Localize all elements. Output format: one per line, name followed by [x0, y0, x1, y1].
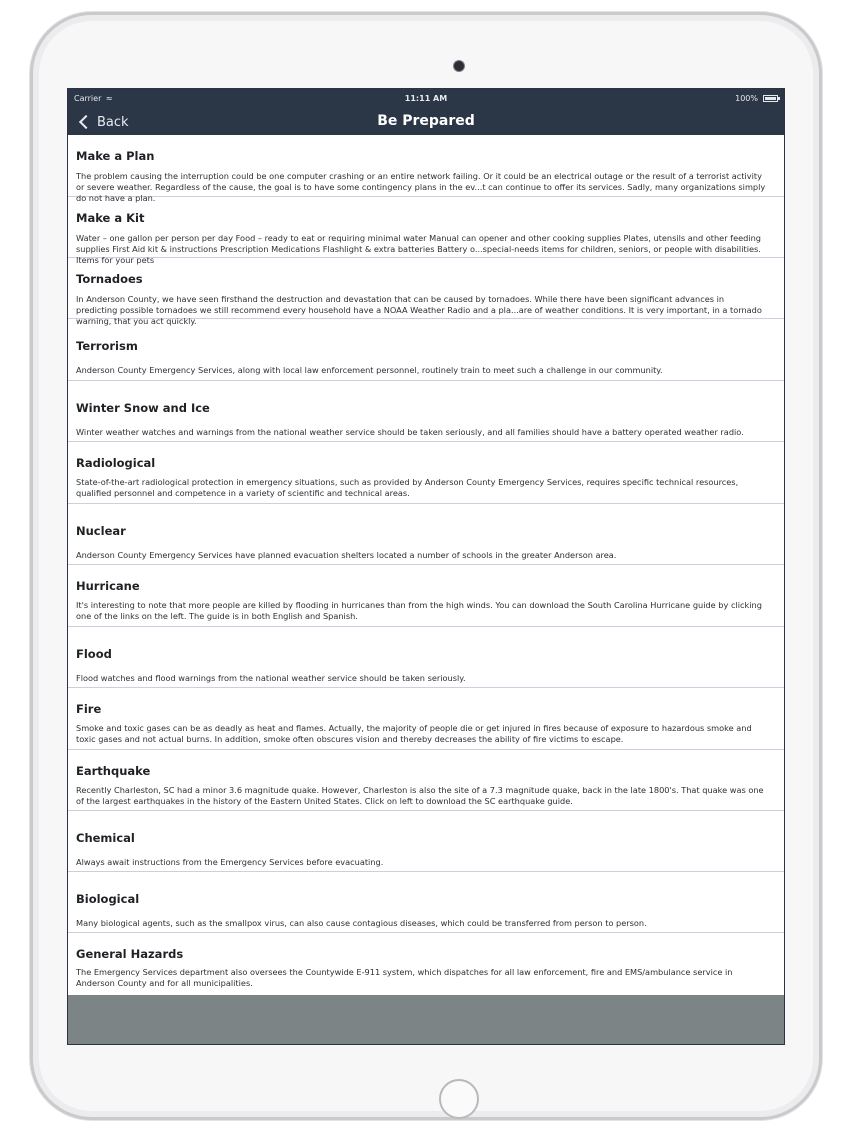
list-item[interactable]	[68, 750, 784, 811]
item-description: Recently Charleston, SC had a minor 3.6 magnitude quake. However, Charleston is also the site of a 7.3 magnitude quake, back in the late 1800's. That quake was one of the largest earthquakes in the history of the Eastern United States. Click on left to download the SC earthquake guide.	[76, 785, 764, 806]
item-description: The Emergency Services department also oversees the Countywide E-911 system, which dispatches for all law enforcement, fire and EMS/ambulance service in Anderson County and for all municipalities.	[76, 967, 733, 988]
list-item[interactable]	[68, 381, 784, 442]
item-title: Tornadoes	[76, 272, 143, 286]
status-bar	[68, 89, 784, 109]
item-title: Winter Snow and Ice	[76, 401, 210, 415]
item-description: Anderson County Emergency Services have planned evacuation shelters located a number of schools in the greater Anderson area.	[76, 550, 617, 560]
item-description: Flood watches and flood warnings from the national weather service should be taken seriously.	[76, 673, 466, 683]
list-item[interactable]	[68, 197, 784, 265]
page-title: Be Prepared	[377, 113, 475, 129]
item-title: Nuclear	[76, 524, 126, 538]
item-title: Radiological	[76, 456, 156, 470]
item-title: General Hazards	[76, 947, 184, 961]
battery-icon	[763, 95, 778, 102]
item-description: Smoke and toxic gases can be as deadly as heat and flames. Actually, the majority of people die or get injured in fires because of exposure to hazardous smoke and toxic gases and not actual burns. In addition, smoke often obscures vision and thereby decreases the ability of fire victims to escape.	[76, 723, 752, 744]
item-title: Terrorism	[76, 339, 138, 353]
item-description: In Anderson County, we have seen firsthand the destruction and devastation that can be caused by tornadoes. While there have been significant advances in predicting possible tornadoes we still recommend every household have a NOAA Weather Radio and a pla...are of weather conditions. It is very important, in a tornado warning, that you act quickly.	[76, 294, 762, 326]
list-item[interactable]	[68, 688, 784, 750]
wifi-icon: ≈	[105, 94, 113, 103]
item-description: Water – one gallon per person per day Food – ready to eat or requiring minimal water Manual can opener and other cooking supplies Plates, utensils and other feeding supplies First Aid kit & instructions Prescription Medications Flashlight & extra batteries Battery o...special-needs items for children, seniors, or people with disabilities. Items for your pets	[76, 233, 761, 265]
list-item[interactable]	[68, 135, 784, 203]
battery-percent: 100%	[735, 94, 758, 103]
item-description: Always await instructions from the Emergency Services before evacuating.	[76, 857, 384, 867]
back-label: Back	[97, 114, 129, 130]
item-description: The problem causing the interruption could be one computer crashing or an entire network failing. Or it could be an electrical outage or the result of a terrorist activity or severe weather. Regardless of the cause, the goal is to have some contingency plans in the ev...t can continue to offer its services. Sadly, many organizations simply do not have a plan.	[76, 171, 766, 203]
item-title: Earthquake	[76, 764, 151, 778]
item-title: Chemical	[76, 831, 135, 845]
list-item[interactable]	[68, 565, 784, 627]
list-item[interactable]	[68, 627, 784, 688]
item-description: It's interesting to note that more people are killed by flooding in hurricanes than from the high winds. You can download the South Carolina Hurricane guide by clicking one of the links on the left. The guide is in both English and Spanish.	[76, 600, 762, 621]
list-item[interactable]	[68, 933, 784, 993]
item-description: Winter weather watches and warnings from the national weather service should be taken seriously, and all families should have a battery operated weather radio.	[76, 427, 744, 437]
bottom-empty-area	[68, 995, 784, 1045]
hazard-list[interactable]	[68, 135, 784, 995]
list-item[interactable]	[68, 258, 784, 326]
list-item[interactable]	[68, 442, 784, 504]
item-title: Flood	[76, 647, 112, 661]
carrier-text: Carrier	[74, 94, 102, 103]
front-camera	[453, 60, 465, 72]
navigation-bar	[68, 109, 784, 135]
item-title: Make a Plan	[76, 149, 155, 163]
item-title: Fire	[76, 702, 102, 716]
item-description: Many biological agents, such as the smallpox virus, can also cause contagious diseases, which could be transferred from person to person.	[76, 918, 647, 928]
item-description: State-of-the-art radiological protection in emergency situations, such as provided by Anderson County Emergency Services, requires specific technical resources, qualified personnel and competence in a variety of scientific and technical areas.	[76, 477, 739, 498]
status-time: 11:11 AM	[404, 94, 448, 103]
item-description: Anderson County Emergency Services, along with local law enforcement personnel, routinely train to meet such a challenge in our community.	[76, 365, 663, 375]
list-item[interactable]	[68, 811, 784, 872]
app-screen	[67, 88, 785, 1045]
list-item[interactable]	[68, 504, 784, 565]
item-title: Make a Kit	[76, 211, 145, 225]
item-title: Hurricane	[76, 579, 140, 593]
list-item[interactable]	[68, 872, 784, 933]
item-title: Biological	[76, 892, 140, 906]
list-item[interactable]	[68, 319, 784, 381]
home-button[interactable]	[439, 1079, 479, 1119]
